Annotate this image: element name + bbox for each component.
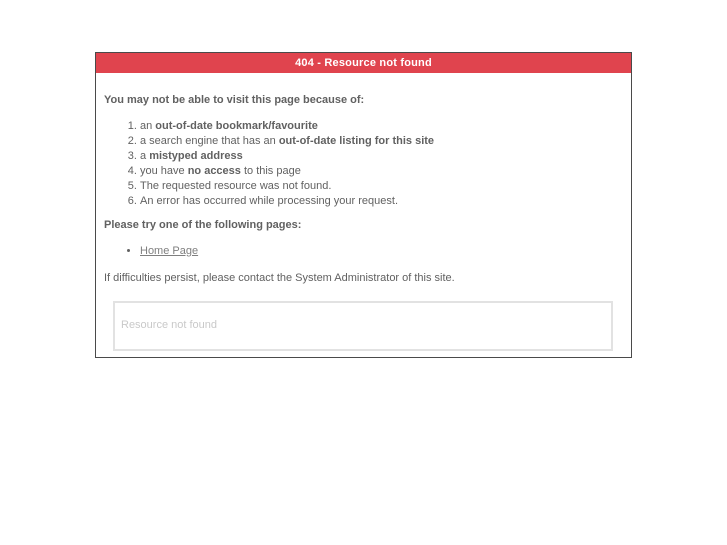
error-content [96, 94, 631, 351]
assistance-note: If difficulties persist, please contact the System Administrator of this site. [104, 272, 455, 284]
reason-item [140, 164, 623, 179]
reasons-list [104, 119, 623, 209]
reason-text-bold: no access [187, 165, 241, 177]
reason-item [140, 119, 623, 134]
reason-text-pre: a [140, 150, 150, 162]
list-item [140, 244, 623, 259]
reason-text-pre: An error has occurred while processing your request. [140, 195, 399, 207]
error-title-bar: 404 - Resource not found [96, 53, 631, 73]
reason-item [140, 149, 623, 164]
home-page-link[interactable]: Home Page [140, 245, 199, 257]
reason-text-bold: out-of-date bookmark/favourite [155, 120, 318, 132]
resource-not-found-box: Resource not found [113, 301, 613, 351]
reason-item [140, 179, 623, 194]
reason-text-post: to this page [240, 165, 301, 177]
reason-item [140, 134, 623, 149]
reason-text-pre: you have [140, 165, 188, 177]
suggested-pages-list [104, 244, 623, 259]
reason-text-pre: The requested resource was not found. [140, 180, 332, 192]
reason-item [140, 194, 623, 209]
reason-text-pre: a search engine that has an [140, 135, 279, 147]
intro-text: You may not be able to visit this page because of: [104, 94, 365, 106]
reason-text-bold: mistyped address [149, 150, 243, 162]
suggestion-heading: Please try one of the following pages: [104, 219, 302, 231]
error-container [95, 52, 632, 358]
reason-text-pre: an [140, 120, 156, 132]
reason-text-bold: out-of-date listing for this site [278, 135, 435, 147]
